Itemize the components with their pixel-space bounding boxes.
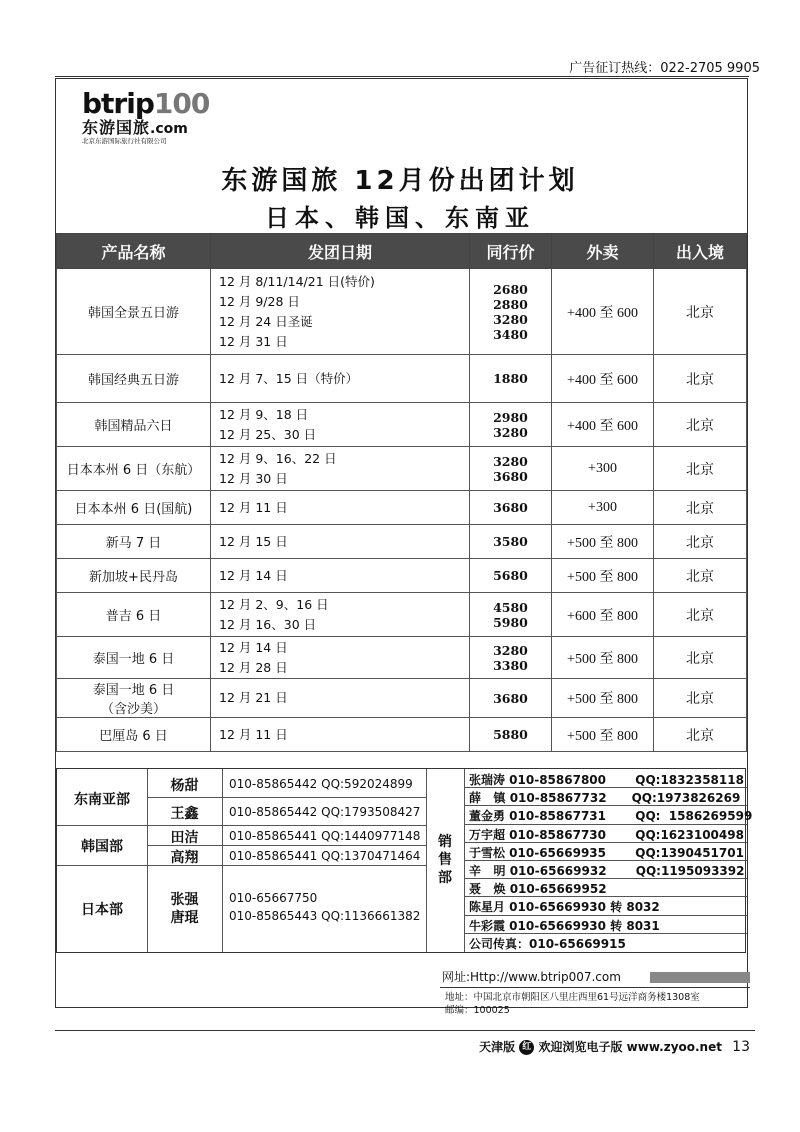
header-product: 产品名称	[57, 234, 211, 269]
trade-price: 2680	[493, 281, 528, 297]
trade-price: 1880	[493, 371, 528, 386]
header-retail-extra: 外卖	[552, 234, 654, 269]
departure-dates	[211, 447, 470, 491]
departure-dates	[211, 355, 470, 403]
table-row	[57, 637, 747, 679]
departure-dates	[211, 593, 470, 637]
departure-date: 12 月 16、30 日	[219, 616, 317, 632]
contact-name: 田洁	[170, 830, 199, 846]
product-name: 泰国一地 6 日	[57, 637, 211, 679]
table-row	[57, 447, 747, 491]
dept-japan: 日本部	[81, 902, 123, 918]
departure-dates	[211, 403, 470, 447]
contact-name: 高翔	[170, 850, 199, 866]
departure-dates	[211, 679, 470, 718]
trade-price: 3680	[493, 690, 528, 706]
table-row	[57, 491, 747, 525]
trade-price: 3280	[493, 642, 528, 658]
header-dates: 发团日期	[211, 234, 470, 269]
product-name: 普吉 6 日	[57, 593, 211, 637]
retail-extra: +300	[552, 491, 654, 525]
departure-date: 12 月 30 日	[219, 470, 288, 486]
retail-extra: +300	[552, 447, 654, 491]
header-trade-price: 同行价	[470, 234, 552, 269]
logo-dotcom: .com	[150, 121, 188, 137]
departure-date: 12 月 11 日	[219, 499, 288, 515]
edition-label: 天津版	[479, 1040, 516, 1054]
trade-prices	[470, 679, 552, 718]
slogan: 欢迎浏览电子版	[538, 1040, 623, 1054]
trade-price: 4580	[493, 599, 528, 615]
ad-hotline: 广告征订热线：022-2705 9905	[569, 61, 760, 76]
table-row	[57, 679, 747, 718]
website-url[interactable]: 网址:Http://www.btrip007.com	[442, 970, 621, 984]
product-name: 韩国经典五日游	[57, 355, 211, 403]
company-logo	[82, 87, 212, 150]
contacts-panel	[56, 768, 753, 953]
sales-contact: 陈星月 010-65669930 转 8032	[469, 900, 660, 915]
contact-phone: 010-85865443 QQ:1136661382	[229, 909, 421, 923]
contact-phone: 010-85865441 QQ:1370471464	[229, 849, 421, 863]
top-rule	[55, 76, 749, 77]
departure-port: 北京	[654, 637, 747, 679]
departure-date: 12 月 25、30 日	[219, 426, 317, 442]
departure-date: 12 月 9、18 日	[219, 406, 309, 422]
product-name: 新加坡+民丹岛	[57, 559, 211, 593]
table-row	[57, 403, 747, 447]
trade-prices	[470, 447, 552, 491]
logo-cn-name: 东游国旅	[82, 118, 151, 137]
trade-prices	[470, 269, 552, 355]
trade-price: 3680	[493, 500, 528, 515]
sales-contact: 于雪松 010-65669935 QQ:1390451701	[469, 845, 744, 860]
trade-prices	[470, 525, 552, 559]
table-row	[57, 525, 747, 559]
contact-phone: 010-85865442 QQ:1793508427	[229, 805, 421, 819]
contact-name: 唐琨	[170, 910, 199, 926]
departure-date: 12 月 14 日	[219, 567, 288, 583]
departure-date: 12 月 11 日	[219, 726, 288, 742]
trade-prices	[470, 559, 552, 593]
departure-port: 北京	[654, 718, 747, 752]
product-name: 巴厘岛 6 日	[57, 718, 211, 752]
departure-date: 12 月 9/28 日	[219, 293, 300, 309]
page-subtitle: 日本、韩国、东南亚	[265, 204, 535, 232]
product-name: 日本本州 6 日（东航）	[57, 447, 211, 491]
trade-prices	[470, 355, 552, 403]
table-row	[57, 718, 747, 752]
sales-contact: 牛彩霞 010-65669930 转 8031	[469, 918, 660, 933]
logo-brand: btrip100	[82, 87, 210, 120]
departure-date: 12 月 7、15 日（特价）	[219, 370, 359, 386]
trade-price: 5980	[493, 614, 528, 630]
trade-prices	[470, 491, 552, 525]
page-title: 东游国旅 12月份出团计划	[221, 166, 579, 196]
departure-date: 12 月 8/11/14/21 日(特价)	[219, 273, 375, 289]
retail-extra: +400 至 600	[552, 355, 654, 403]
trade-price: 3680	[493, 468, 528, 484]
departure-date: 12 月 31 日	[219, 333, 288, 349]
sales-contact: 张瑞涛 010-85867800 QQ:1832358118	[469, 773, 744, 787]
departure-dates	[211, 525, 470, 559]
departure-port: 北京	[654, 447, 747, 491]
logo-company: 北京东游国际旅行社有限公司	[82, 137, 167, 145]
trade-price: 3480	[493, 326, 528, 342]
sales-contact: 聂 焕 010-65669952	[469, 882, 607, 897]
retail-extra: +600 至 800	[552, 593, 654, 637]
product-name: 日本本州 6 日(国航)	[57, 491, 211, 525]
retail-extra: +400 至 600	[552, 403, 654, 447]
address-block	[445, 991, 700, 1017]
contact-name: 杨甜	[170, 778, 199, 794]
departure-date: 12 月 24 日圣诞	[219, 313, 313, 329]
departure-date: 12 月 28 日	[219, 659, 288, 675]
decorative-bar	[650, 972, 750, 983]
sales-dept-label: 销 售 部	[438, 834, 452, 886]
departure-date: 12 月 15 日	[219, 533, 288, 549]
departure-port: 北京	[654, 403, 747, 447]
contact-name: 王鑫	[170, 806, 199, 822]
trade-price: 3280	[493, 453, 528, 469]
departure-date: 12 月 2、9、16 日	[219, 596, 329, 612]
contact-phone: 010-85865441 QQ:1440977148	[229, 829, 421, 843]
departure-date: 12 月 9、16、22 日	[219, 450, 337, 466]
departure-dates	[211, 718, 470, 752]
contact-name: 张强	[170, 892, 199, 908]
departure-dates	[211, 637, 470, 679]
departure-port: 北京	[654, 559, 747, 593]
address: 地址：中国北京市朝阳区八里庄西里61号远洋商务楼1308室	[445, 992, 700, 1003]
trade-price: 3580	[493, 534, 528, 549]
retail-extra: +500 至 800	[552, 559, 654, 593]
departure-dates	[211, 269, 470, 355]
contact-phone: 010-65667750	[229, 891, 318, 905]
retail-extra: +500 至 800	[552, 637, 654, 679]
trade-prices	[470, 593, 552, 637]
trade-price: 2880	[493, 296, 528, 312]
departure-dates	[211, 559, 470, 593]
trade-prices	[470, 637, 552, 679]
table-row	[57, 269, 747, 355]
trade-price: 3380	[493, 657, 528, 673]
retail-extra: +400 至 600	[552, 269, 654, 355]
dept-korea: 韩国部	[81, 839, 123, 855]
table-row	[57, 593, 747, 637]
retail-extra: +500 至 800	[552, 679, 654, 718]
page-number: 13	[732, 1039, 750, 1055]
website-line	[440, 968, 750, 986]
table-header-row	[57, 234, 747, 269]
sales-contact: 董金勇 010-85867731 QQ: 1586269599	[469, 809, 753, 824]
departure-port: 北京	[654, 679, 747, 718]
retail-extra: +500 至 800	[552, 525, 654, 559]
red-logo-icon: 红	[519, 1040, 534, 1055]
trade-price: 5680	[493, 568, 528, 583]
trade-prices	[470, 403, 552, 447]
departure-dates	[211, 491, 470, 525]
site-link[interactable]: www.zyoo.net	[626, 1040, 722, 1054]
header-port: 出入境	[654, 234, 747, 269]
product-name: 韩国精品六日	[57, 403, 211, 447]
table-row	[57, 559, 747, 593]
departure-date: 12 月 21 日	[219, 690, 288, 705]
trade-price: 2980	[493, 409, 528, 425]
departure-date: 12 月 14 日	[219, 639, 288, 655]
retail-extra: +500 至 800	[552, 718, 654, 752]
trade-price: 3280	[493, 311, 528, 327]
tour-schedule-table	[56, 233, 747, 752]
departure-port: 北京	[654, 491, 747, 525]
departure-port: 北京	[654, 525, 747, 559]
dept-southeast-asia: 东南亚部	[74, 792, 130, 808]
trade-prices	[470, 718, 552, 752]
product-name: 新马 7 日	[57, 525, 211, 559]
departure-port: 北京	[654, 355, 747, 403]
page-footer	[479, 1038, 750, 1055]
departure-port: 北京	[654, 593, 747, 637]
trade-price: 3280	[493, 424, 528, 440]
contact-phone: 010-85865442 QQ:592024899	[229, 777, 413, 791]
sales-contact: 公司传真：010-65669915	[469, 936, 626, 951]
sales-contact: 万宇超 010-85867730 QQ:1623100498	[469, 827, 744, 842]
postcode: 邮编：100025	[445, 1005, 510, 1016]
table-row	[57, 355, 747, 403]
departure-port: 北京	[654, 269, 747, 355]
sales-contact: 辛 明 010-65669932 QQ:1195093392	[469, 864, 745, 878]
product-name: 韩国全景五日游	[57, 269, 211, 355]
trade-price: 5880	[493, 727, 528, 742]
product-name: 泰国一地 6 日 （含沙美）	[57, 679, 211, 718]
sales-contact: 薛 镇 010-85867732 QQ:1973826269	[469, 791, 741, 806]
